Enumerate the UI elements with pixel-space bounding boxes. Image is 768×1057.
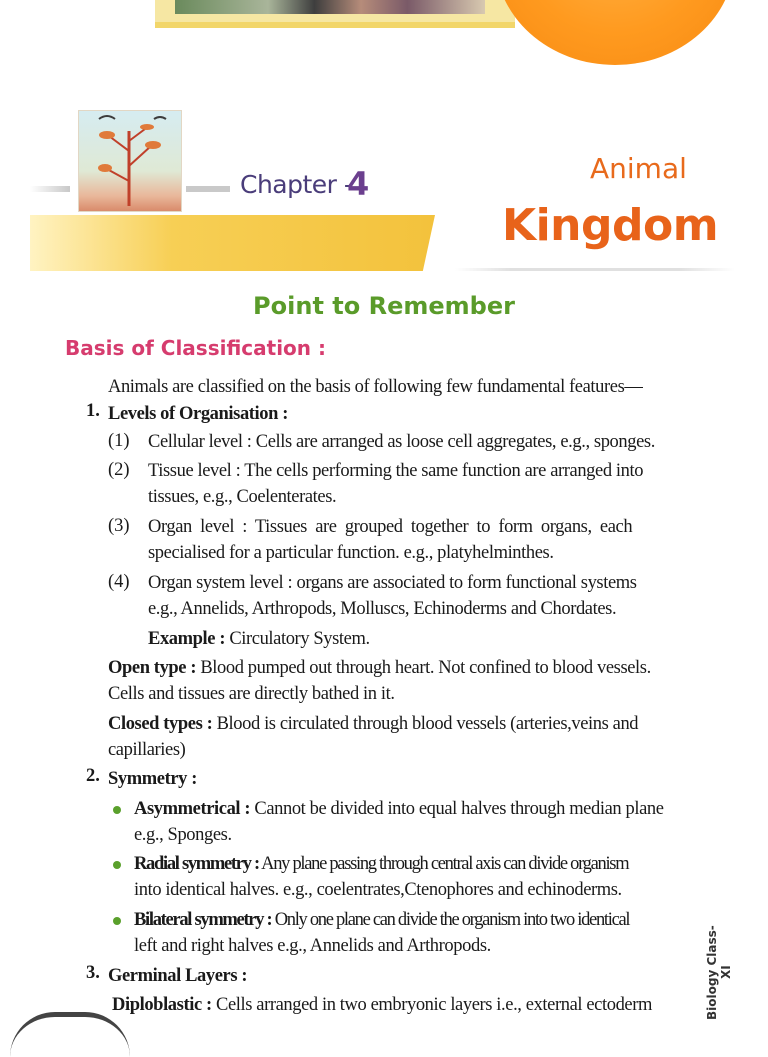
- section-subheading: Basis of Classification :: [65, 336, 326, 360]
- bullet-label: Radial symmetry :: [134, 854, 259, 874]
- item-line: tissues, e.g., Coelenterates.: [148, 487, 337, 507]
- section-heading: Point to Remember: [253, 292, 515, 320]
- list-title: Symmetry :: [108, 769, 197, 789]
- item-number: (2): [108, 460, 130, 480]
- example-label: Example :: [148, 629, 226, 649]
- example-line: [148, 626, 370, 652]
- title-underline: [455, 268, 735, 271]
- open-type-text: Blood pumped out through heart. Not confined to blood vessels.: [200, 658, 651, 678]
- closed-type-label: Closed types :: [108, 714, 213, 734]
- bullet-line: [134, 796, 664, 822]
- intro-text: Animals are classified on the basis of following few fundamental features—: [108, 377, 643, 397]
- item-number: (4): [108, 572, 130, 592]
- item-number: (1): [108, 431, 130, 451]
- list-number: 3.: [86, 963, 100, 983]
- bullet-line: [134, 907, 629, 933]
- bullet-label: Asymmetrical :: [134, 799, 251, 819]
- example-text: Circulatory System.: [229, 629, 370, 649]
- chapter-number: 4: [347, 165, 370, 203]
- header-photo: [175, 0, 485, 14]
- bullet-text: Only one plane can divide the organism into two identical: [274, 910, 630, 930]
- item-line: Organ system level : organs are associated to form functional systems: [148, 573, 637, 593]
- chapter-title-line2: Kingdom: [502, 200, 719, 251]
- bullet-label: Bilateral symmetry :: [134, 910, 272, 930]
- open-type-label: Open type :: [108, 658, 197, 678]
- closed-type-line2: capillaries): [108, 740, 186, 760]
- item-line: e.g., Annelids, Arthropods, Molluscs, Echinoderms and Chordates.: [148, 599, 617, 619]
- orange-circle-decoration: [495, 0, 735, 65]
- bullet-text: Cannot be divided into equal halves through median plane: [254, 799, 664, 819]
- bullet-line: [134, 851, 628, 877]
- list-title: Germinal Layers :: [108, 966, 248, 986]
- side-footer-text: Biology Class-XI: [705, 925, 733, 1020]
- chapter-title-line1: Animal: [590, 152, 687, 185]
- header-divider-mid: [186, 186, 230, 192]
- item-number: (3): [108, 516, 130, 536]
- item-line: Tissue level : The cells performing the same function are arranged into: [148, 461, 644, 481]
- item-line: specialised for a particular function. e.g., platyhelminthes.: [148, 543, 554, 563]
- bullet-line2: into identical halves. e.g., coelentrates,Ctenophores and echinoderms.: [134, 880, 622, 900]
- closed-type-text: Blood is circulated through blood vessels (arteries,veins and: [216, 714, 639, 734]
- closed-type-line: [108, 711, 638, 737]
- header-divider-left: [30, 186, 70, 192]
- header-yellow-band: [30, 215, 435, 271]
- bullet-icon: [113, 861, 121, 869]
- list-number: 2.: [86, 766, 100, 786]
- item-line: Cellular level : Cells are arranged as loose cell aggregates, e.g., sponges.: [148, 432, 655, 452]
- item-line: Organ level : Tissues are grouped together to form organs, each: [148, 517, 633, 537]
- chapter-illustration: [78, 110, 182, 212]
- bullet-icon: [113, 806, 121, 814]
- bullet-line2: e.g., Sponges.: [134, 825, 232, 845]
- chapter-label: Chapter -: [240, 170, 353, 199]
- list-title: Levels of Organisation :: [108, 404, 289, 424]
- diploblastic-line: [112, 992, 652, 1018]
- bottom-arc-decoration: [10, 1012, 130, 1057]
- bullet-text: Any plane passing through central axis can divide organism: [261, 854, 629, 874]
- open-type-line: [108, 655, 651, 681]
- open-type-line2: Cells and tissues are directly bathed in it.: [108, 684, 395, 704]
- plant-illustration-icon: [79, 111, 181, 211]
- bullet-icon: [113, 917, 121, 925]
- header-photo-strip: [155, 0, 515, 28]
- list-number: 1.: [86, 401, 100, 421]
- diploblastic-label: Diploblastic :: [112, 995, 212, 1015]
- diploblastic-text: Cells arranged in two embryonic layers i.e., external ectoderm: [216, 995, 652, 1015]
- bullet-line2: left and right halves e.g., Annelids and Arthropods.: [134, 936, 491, 956]
